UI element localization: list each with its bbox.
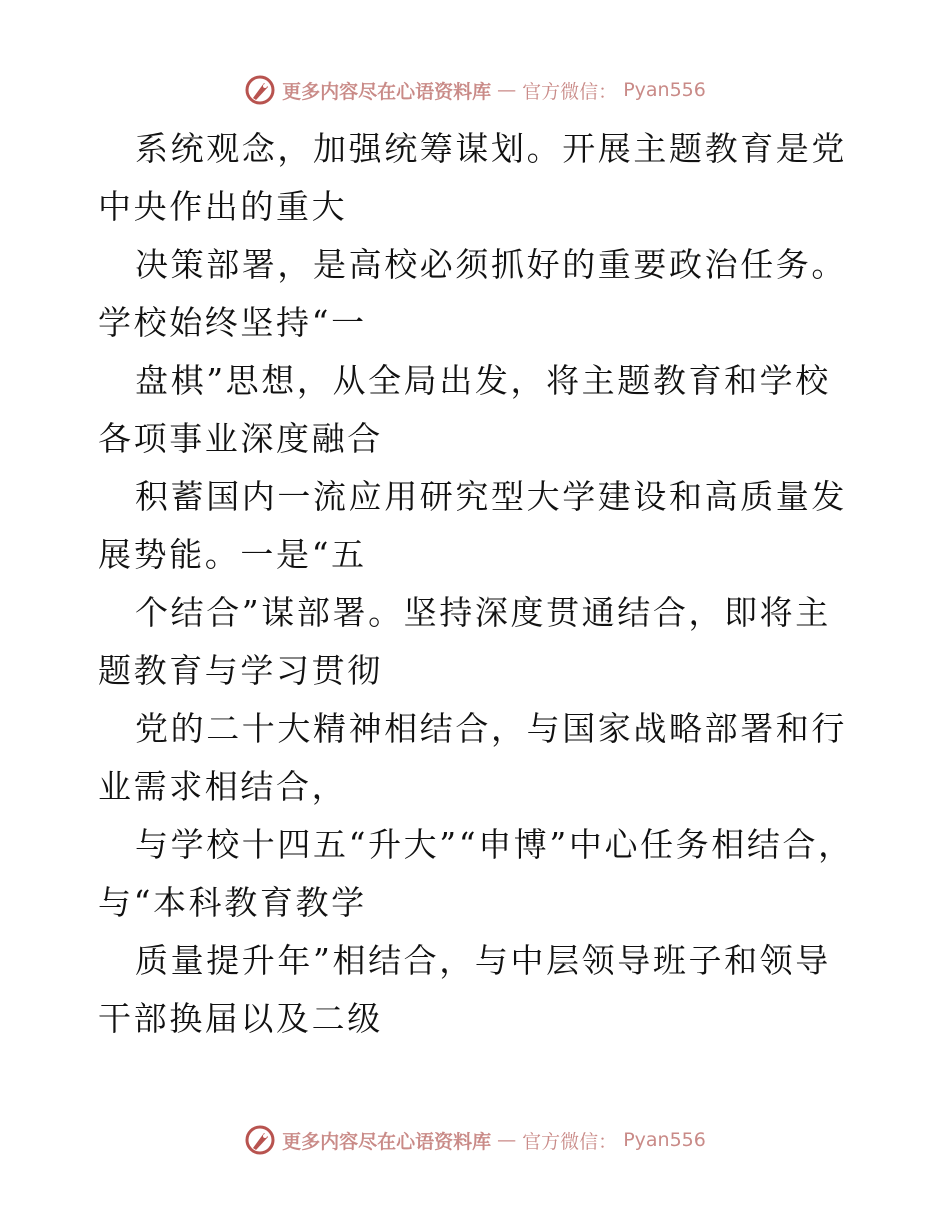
paragraph: 积蓄国内一流应用研究型大学建设和高质量发展势能。一是“五	[98, 477, 847, 574]
watermark-separator: —	[497, 1129, 517, 1151]
watermark-separator: —	[497, 79, 517, 101]
watermark-account: Pyan556	[623, 79, 706, 101]
watermark-label: 官方微信：	[522, 1130, 618, 1153]
watermark-account: Pyan556	[623, 1129, 706, 1151]
watermark-brand: 更多内容尽在心语资料库	[282, 80, 492, 103]
paragraph: 与学校十四五“升大”“申博”中心任务相结合，与“本科教育教学	[98, 825, 854, 922]
footer-watermark	[0, 1120, 950, 1160]
paragraph: 个结合”谋部署。坚持深度贯通结合，即将主题教育与学习贯彻	[98, 593, 831, 690]
pen-nib-icon	[244, 74, 276, 106]
paragraph: 质量提升年”相结合，与中层领导班子和领导干部换届以及二级	[98, 941, 831, 1038]
document-body	[98, 120, 858, 1048]
paragraph: 党的二十大精神相结合，与国家战略部署和行业需求相结合，	[98, 709, 847, 806]
watermark-brand: 更多内容尽在心语资料库	[282, 1130, 492, 1153]
watermark-label: 官方微信：	[522, 80, 618, 103]
paragraph: 盘棋”思想，从全局出发，将主题教育和学校各项事业深度融合	[98, 361, 831, 458]
pen-nib-icon	[244, 1124, 276, 1156]
header-watermark	[0, 70, 950, 110]
paragraph: 决策部署，是高校必须抓好的重要政治任务。学校始终坚持“一	[98, 245, 847, 342]
paragraph: 系统观念，加强统筹谋划。开展主题教育是党中央作出的重大	[98, 129, 847, 226]
